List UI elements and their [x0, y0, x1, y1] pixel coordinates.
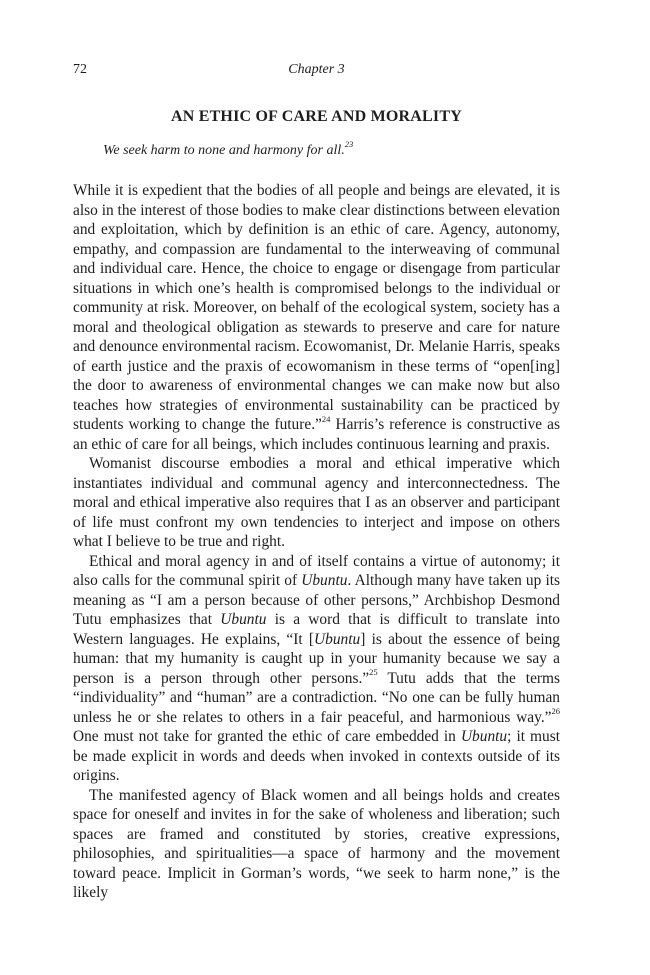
paragraph-3-text-e: Tutu adds that the terms “individuality” and “human” are a contradiction. “No one can be fully human unless he or she relates to others in a fair peaceful, and harmonious way.” — [73, 669, 560, 726]
ubuntu-term: Ubuntu — [460, 728, 508, 745]
page-number: 72 — [73, 62, 87, 77]
epigraph-text: We seek harm to none and harmony for all. — [103, 143, 345, 158]
paragraph-3-text-f: One must not take for granted the ethic of care embedded in — [73, 728, 461, 745]
ubuntu-term: Ubuntu — [220, 611, 267, 628]
running-head — [73, 62, 560, 88]
paragraph-1-text-a: While it is expedient that the bodies of all people and beings are elevated, it is also in the interest of those bodies to make clear distinctions between elevation and exploitation, which by definition is an ethic of care. Agency, autonomy, empathy, and compassion are fundamental to the interweaving of communal and individual care. Hence, the choice to engage or disengage from particular situations in which one’s health is compromised belongs to the individual or community at risk. Moreover, on behalf of the ecological system, society has a moral and theological obligation as stewards to preserve and care for nature and denounce environmental racism. Ecowomanist, Dr. Melanie Harris, speaks of earth justice and the praxis of ecowomanism in these terms of “open[ing] the door to awareness of environmental changes we can make now but also teaches how strategies of environmental sustainability can be practiced by students working to change the future.” — [73, 182, 560, 433]
footnote-ref-26: 26 — [551, 706, 560, 717]
footnote-ref-23: 23 — [344, 139, 354, 150]
footnote-ref-25: 25 — [369, 667, 378, 678]
ubuntu-term: Ubuntu — [301, 572, 348, 589]
paragraph-3-text-c: is a word that is difficult to translate into Western languages. He explains, “It [ — [73, 611, 561, 648]
paragraph-1 — [73, 181, 560, 454]
paragraph-3-text-a: Ethical and moral agency in and of itself contains a virtue of autonomy; it also calls for the communal spirit of — [73, 552, 560, 589]
paragraph-2: Womanist discourse embodies a moral and ethical imperative which instantiates individual and communal agency and interconnectedness. The moral and ethical imperative also requires that I as an observer and participant of life must confront my own tendencies to interject and impose on others what I believe to be true and right. — [73, 455, 560, 550]
book-page — [73, 62, 560, 903]
section-heading: AN ETHIC OF CARE AND MORALITY — [170, 108, 462, 125]
epigraph — [103, 139, 560, 159]
paragraph-3-text-g: ; it must be made explicit in words and deeds when invoked in contexts outside of its origins. — [73, 728, 560, 784]
paragraph-3-text-b: . Although many have taken up its meaning as “I am a person because of other persons,” Archbishop Desmond Tutu emphasizes that — [73, 572, 561, 628]
body-text — [73, 181, 560, 903]
ubuntu-term: Ubuntu — [314, 630, 361, 648]
footnote-ref-24: 24 — [321, 413, 331, 424]
paragraph-4: The manifested agency of Black women and all beings holds and creates space for oneself and invites in for the sake of wholeness and liberation; such spaces are framed and constituted by stories, creative expressions, philosophies, and spiritualities—a space of harmony and the movement toward peace. Implicit in Gorman’s words, “we seek to harm none,” is the likely — [73, 786, 560, 901]
paragraph-1-text-b: Harris’s reference is constructive as an ethic of care for all beings, which includes continuous learning and praxis. — [73, 416, 561, 453]
chapter-running-title: Chapter 3 — [288, 62, 345, 77]
paragraph-3-text-d: ] is about the essence of being human: that my humanity is caught up in your humanity because we say a person is a person through other persons.” — [73, 630, 561, 687]
paragraph-3 — [73, 552, 560, 786]
